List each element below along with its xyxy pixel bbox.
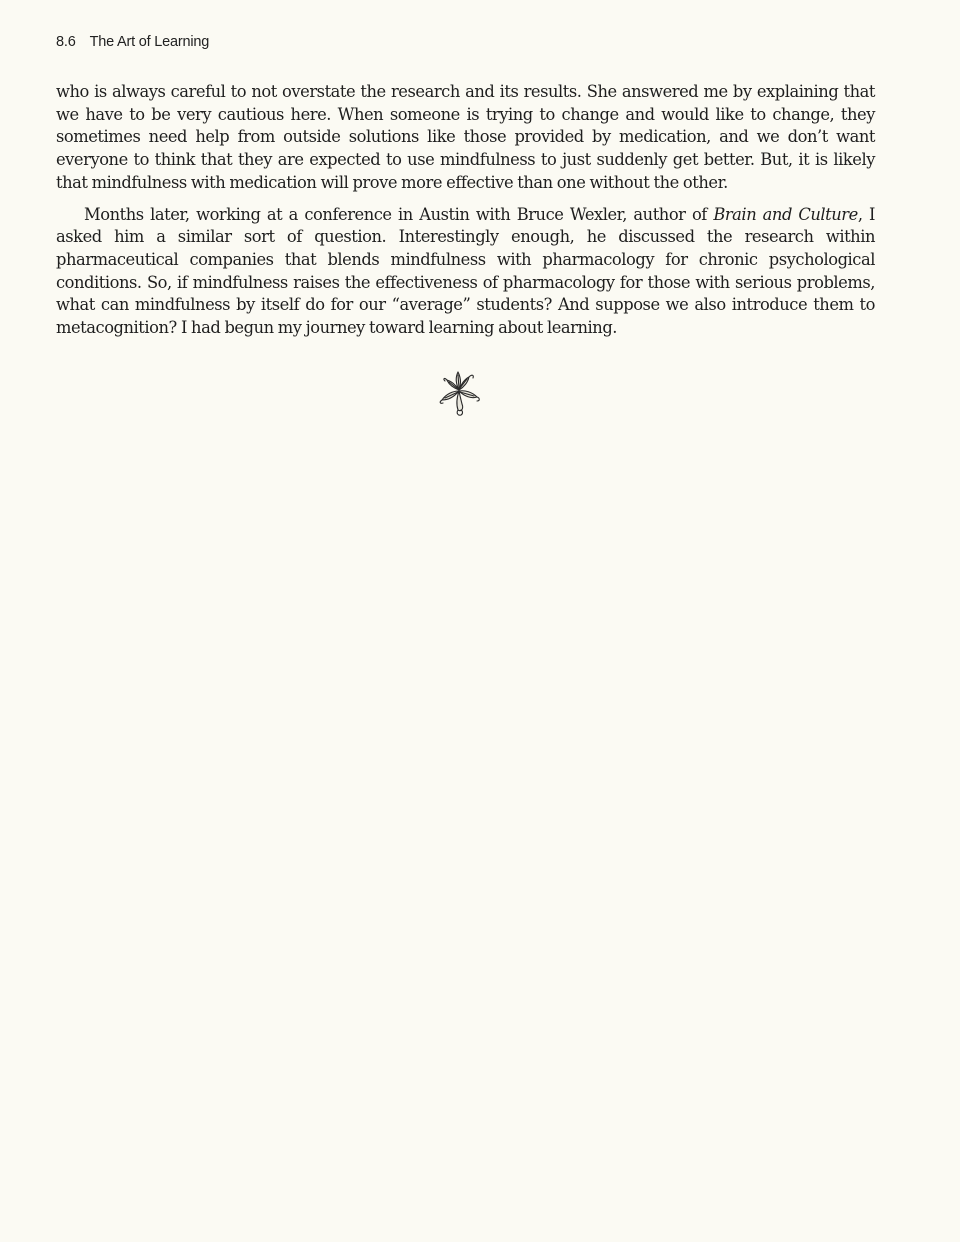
paragraph-2 — [56, 204, 875, 340]
paragraph-1: who is always careful to not overstate the research and its results. She answered me by explaining that we have to be very cautious here. When someone is trying to change and would like to change, they sometimes need help from outside solutions like those provided by medication, and we don’t want everyone to think that they are expected to use mindfulness to just suddenly get better. But, it is likely that mindfulness with medication will prove more effective than one without the other. — [56, 82, 875, 192]
paragraph-2-text-start: Months later, working at a conference in Austin with Bruce Wexler, author of — [84, 204, 714, 224]
body-text — [56, 81, 875, 340]
book-title: The Art of Learning — [89, 34, 210, 50]
book-title-brain-and-culture: Brain and Culture — [713, 204, 858, 224]
page-number: 8.6 — [56, 34, 76, 50]
paragraph-2-text-end: , I asked him a similar sort of question. Interestingly enough, he discussed the research within pharmaceutical companies that blends mindfulness with pharmacology for chronic psychological conditions. So, if mindfulness raises the effectiveness of pharmacology for those with serious problems, what can mindfulness by itself do for our “average” students? And suppose we also introduce them to metacognition? I had begun my journey toward learning about learning. — [56, 204, 875, 338]
flower-ornament-icon — [436, 366, 482, 418]
running-header — [56, 34, 209, 50]
